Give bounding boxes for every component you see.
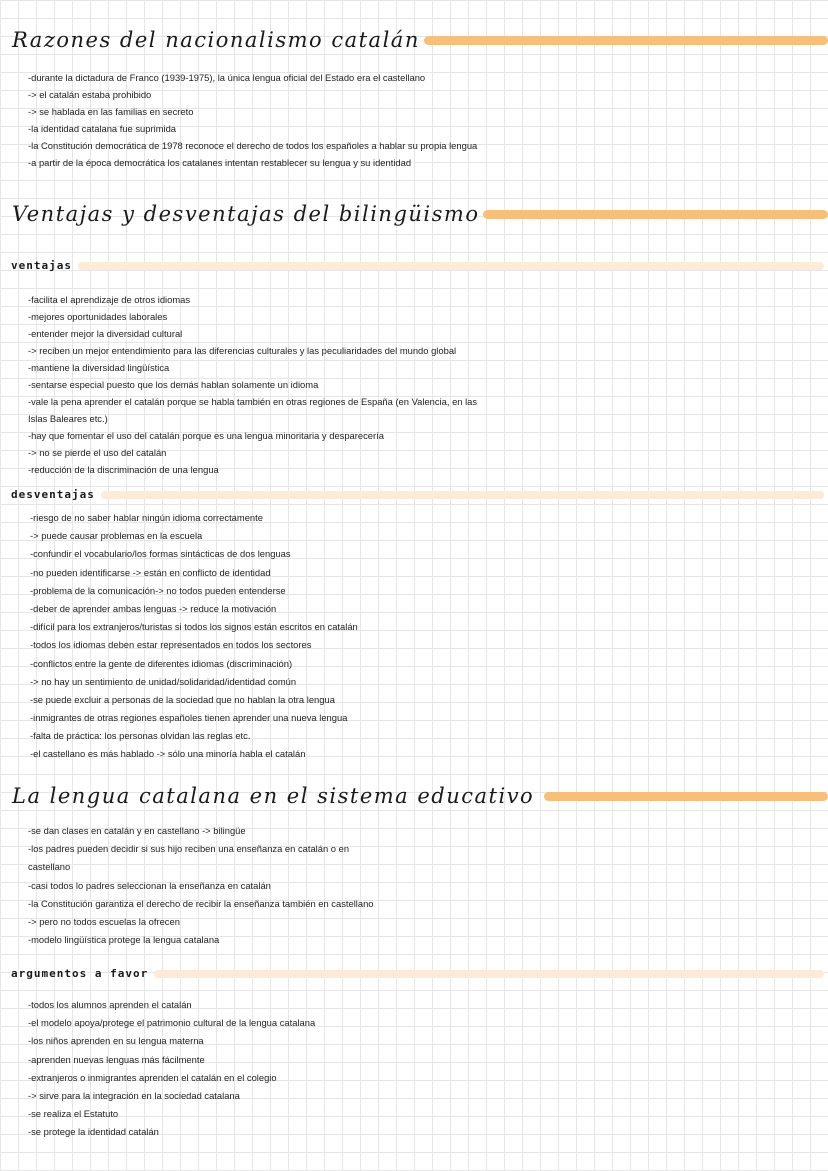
list-item: -confundir el vocabulario/los formas sintácticas de dos lenguas (30, 548, 291, 560)
list-item: -riesgo de no saber hablar ningún idioma correctamente (30, 512, 263, 523)
list-item: -el castellano es más hablado -> sólo una minoría habla el catalán (30, 748, 306, 760)
heading-ventajas-desventajas (0, 202, 828, 226)
list-item: -aprenden nuevas lenguas más fácilmente (28, 1053, 205, 1065)
list-item: -los niños aprenden en su lengua materna (28, 1035, 204, 1047)
list-item: castellano (28, 861, 71, 873)
list-item: -mantiene la diversidad lingüística (28, 362, 170, 373)
highlight-bar (424, 36, 828, 45)
list-item: -> se hablada en las familias en secreto (28, 106, 194, 117)
argumentos-list (28, 996, 315, 1142)
list-item: -> reciben un mejor entendimiento para las diferencias culturales y las peculiaridades del mundo global (28, 345, 457, 356)
list-item: -los padres pueden decidir si sus hijo reciben una enseñanza en catalán o en (28, 843, 350, 855)
list-item: -se dan clases en catalán y en castellano -> bilingüe (28, 825, 246, 836)
list-item: -difícil para los extranjeros/turistas si todos los signos están escritos en catalán (30, 621, 358, 633)
heading-title: Razones del nacionalismo catalán (12, 28, 420, 52)
list-item: -> no hay un sentimiento de unidad/solidaridad/identidad común (30, 675, 297, 687)
list-item: -inmigrantes de otras regiones españoles tienen aprender una nueva lengua (30, 712, 348, 724)
list-item: -se realiza el Estatuto (28, 1108, 119, 1120)
list-item: -vale la pena aprender el catalán porque se habla también en otras regiones de España (en Valencia, en las (28, 396, 478, 407)
sistema-list (28, 822, 374, 949)
list-item: -falta de práctica: los personas olvidan las reglas etc. (30, 730, 251, 742)
list-item: -la Constitución democrática de 1978 reconoce el derecho de todos los españoles a hablar su propia lengua (28, 140, 478, 151)
desventajas-list (30, 509, 358, 764)
subheading-bar (78, 262, 824, 270)
subheading-desventajas (0, 488, 828, 501)
list-item: -la Constitución garantiza el derecho de recibir la enseñanza también en castellano (28, 897, 374, 909)
subheading-ventajas (0, 259, 828, 272)
subheading-title: ventajas (11, 259, 72, 272)
list-item: -entender mejor la diversidad cultural (28, 328, 183, 339)
heading-sistema-educativo (0, 784, 828, 808)
list-item: -todos los alumnos aprenden el catalán (28, 999, 192, 1010)
list-item: -no pueden identificarse -> están en conflicto de identidad (30, 566, 271, 578)
list-item: -problema de la comunicación-> no todos pueden entenderse (30, 584, 286, 596)
list-item: -> el catalán estaba prohibido (28, 89, 152, 100)
ventajas-list (28, 291, 477, 478)
list-item: -durante la dictadura de Franco (1939-1975), la única lengua oficial del Estado era el castellano (28, 72, 426, 83)
heading-razones (0, 28, 828, 52)
list-item: -la identidad catalana fue suprimida (28, 123, 177, 134)
list-item: -> puede causar problemas en la escuela (30, 530, 203, 542)
list-item: -reducción de la discriminación de una lengua (28, 464, 219, 475)
highlight-bar (483, 210, 828, 219)
heading-title: La lengua catalana en el sistema educativo (12, 784, 535, 808)
heading-title: Ventajas y desventajas del bilingüismo (12, 202, 480, 226)
list-item: -conflictos entre la gente de diferentes idiomas (discriminación) (30, 657, 293, 669)
list-item: -deber de aprender ambas lenguas -> reduce la motivación (30, 602, 277, 614)
list-item: -todos los idiomas deben estar representados en todos los sectores (30, 639, 312, 651)
list-item: -casi todos lo padres seleccionan la enseñanza en catalán (28, 879, 271, 891)
list-item: -mejores oportunidades laborales (28, 311, 168, 322)
list-item: -se protege la identidad catalán (28, 1126, 159, 1138)
list-item: -a partir de la época democrática los catalanes intentan restablecer su lengua y su identidad (28, 157, 412, 168)
list-item: -hay que fomentar el uso del catalán porque es una lengua minoritaria y desparecería (28, 430, 384, 441)
list-item: -> no se pierde el uso del catalán (28, 447, 167, 458)
list-item: -extranjeros o inmigrantes aprenden el catalán en el colegio (28, 1071, 277, 1083)
razones-list (28, 69, 477, 171)
list-item: -modelo lingüística protege la lengua catalana (28, 934, 220, 946)
subheading-title: desventajas (11, 488, 95, 501)
list-item: -sentarse especial puesto que los demás hablan solamente un idioma (28, 379, 319, 390)
list-item: -> pero no todos escuelas la ofrecen (28, 915, 180, 927)
subheading-bar (101, 491, 824, 499)
list-item: Islas Baleares etc.) (28, 413, 108, 424)
list-item: -> sirve para la integración en la sociedad catalana (28, 1089, 240, 1101)
highlight-bar (544, 792, 828, 801)
list-item: -se puede excluir a personas de la sociedad que no hablan la otra lengua (30, 693, 335, 705)
list-item: -el modelo apoya/protege el patrimonio cultural de la lengua catalana (28, 1017, 316, 1029)
subheading-title: argumentos a favor (11, 967, 149, 980)
list-item: -facilita el aprendizaje de otros idiomas (28, 294, 191, 305)
subheading-bar (154, 970, 824, 978)
subheading-argumentos (0, 967, 828, 980)
